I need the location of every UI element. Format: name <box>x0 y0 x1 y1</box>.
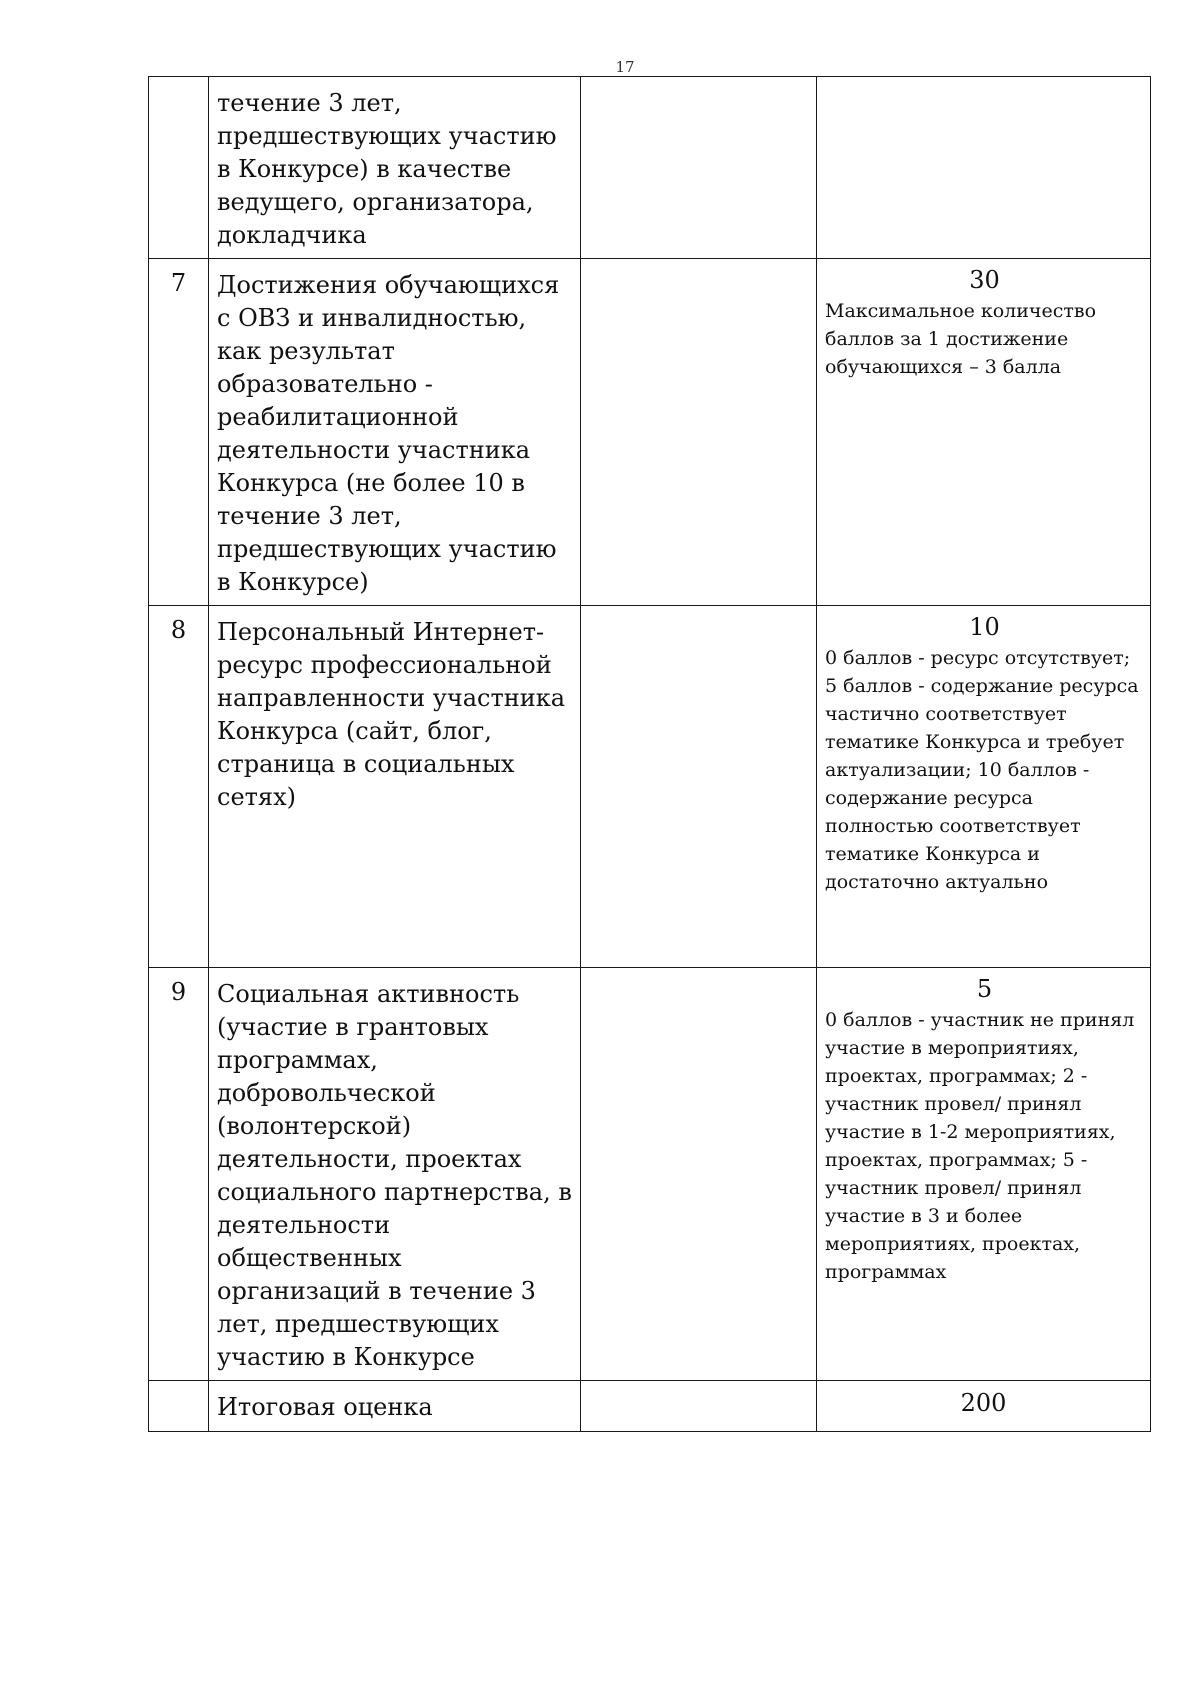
points-cell <box>817 259 1151 606</box>
evidence-cell <box>581 968 817 1381</box>
criterion-text: Персональный Интернет-ресурс профессиональной направленности участника Конкурса (сайт, блог, страница в социальных сетях) <box>209 606 581 968</box>
points-cell <box>817 606 1151 968</box>
points-description: 0 баллов - участник не принял участие в мероприятиях, проектах, программах; 2 - участник провел/ принял участие в 1-2 мероприятиях, проектах, программах; 5 - участник провел/ принял участие в 3 и более мероприятиях, проектах, программах <box>825 1009 1135 1283</box>
table-row <box>149 606 1151 968</box>
row-number <box>149 77 209 259</box>
points-cell <box>817 77 1151 259</box>
total-value: 200 <box>817 1381 1151 1432</box>
evidence-cell <box>581 606 817 968</box>
row-number: 7 <box>149 259 209 606</box>
total-row <box>149 1381 1151 1432</box>
table-row <box>149 259 1151 606</box>
row-number: 8 <box>149 606 209 968</box>
criteria-table <box>148 76 1151 1432</box>
points-cell <box>817 968 1151 1381</box>
points-value: 5 <box>976 975 993 1003</box>
total-label: Итоговая оценка <box>209 1381 581 1432</box>
evidence-cell <box>581 259 817 606</box>
points-description: 0 баллов - ресурс отсутствует; 5 баллов - содержание ресурса частично соответствует тематике Конкурса и требует актуализации; 10 баллов - содержание ресурса полностью соответствует тематике Конкурса и достаточно актуально <box>825 647 1139 893</box>
points-value: 30 <box>969 266 1000 294</box>
table-row <box>149 968 1151 1381</box>
points-value: 10 <box>969 613 1000 641</box>
total-number-cell <box>149 1381 209 1432</box>
evidence-cell <box>581 77 817 259</box>
criterion-text: Достижения обучающихся с ОВЗ и инвалидностью, как результат образовательно - реабилитационной деятельности участника Конкурса (не более 10 в течение 3 лет, предшествующих участию в Конкурсе) <box>209 259 581 606</box>
page-number: 17 <box>615 58 635 76</box>
total-evidence-cell <box>581 1381 817 1432</box>
row-number: 9 <box>149 968 209 1381</box>
criterion-text: Социальная активность (участие в грантовых программах, добровольческой (волонтерской) деятельности, проектах социального партнерства, в деятельности общественных организаций в течение 3 лет, предшествующих участию в Конкурсе <box>209 968 581 1381</box>
criterion-text: течение 3 лет, предшествующих участию в Конкурсе) в качестве ведущего, организатора, докладчика <box>209 77 581 259</box>
points-description: Максимальное количество баллов за 1 достижение обучающихся – 3 балла <box>825 300 1097 378</box>
table-row <box>149 77 1151 259</box>
